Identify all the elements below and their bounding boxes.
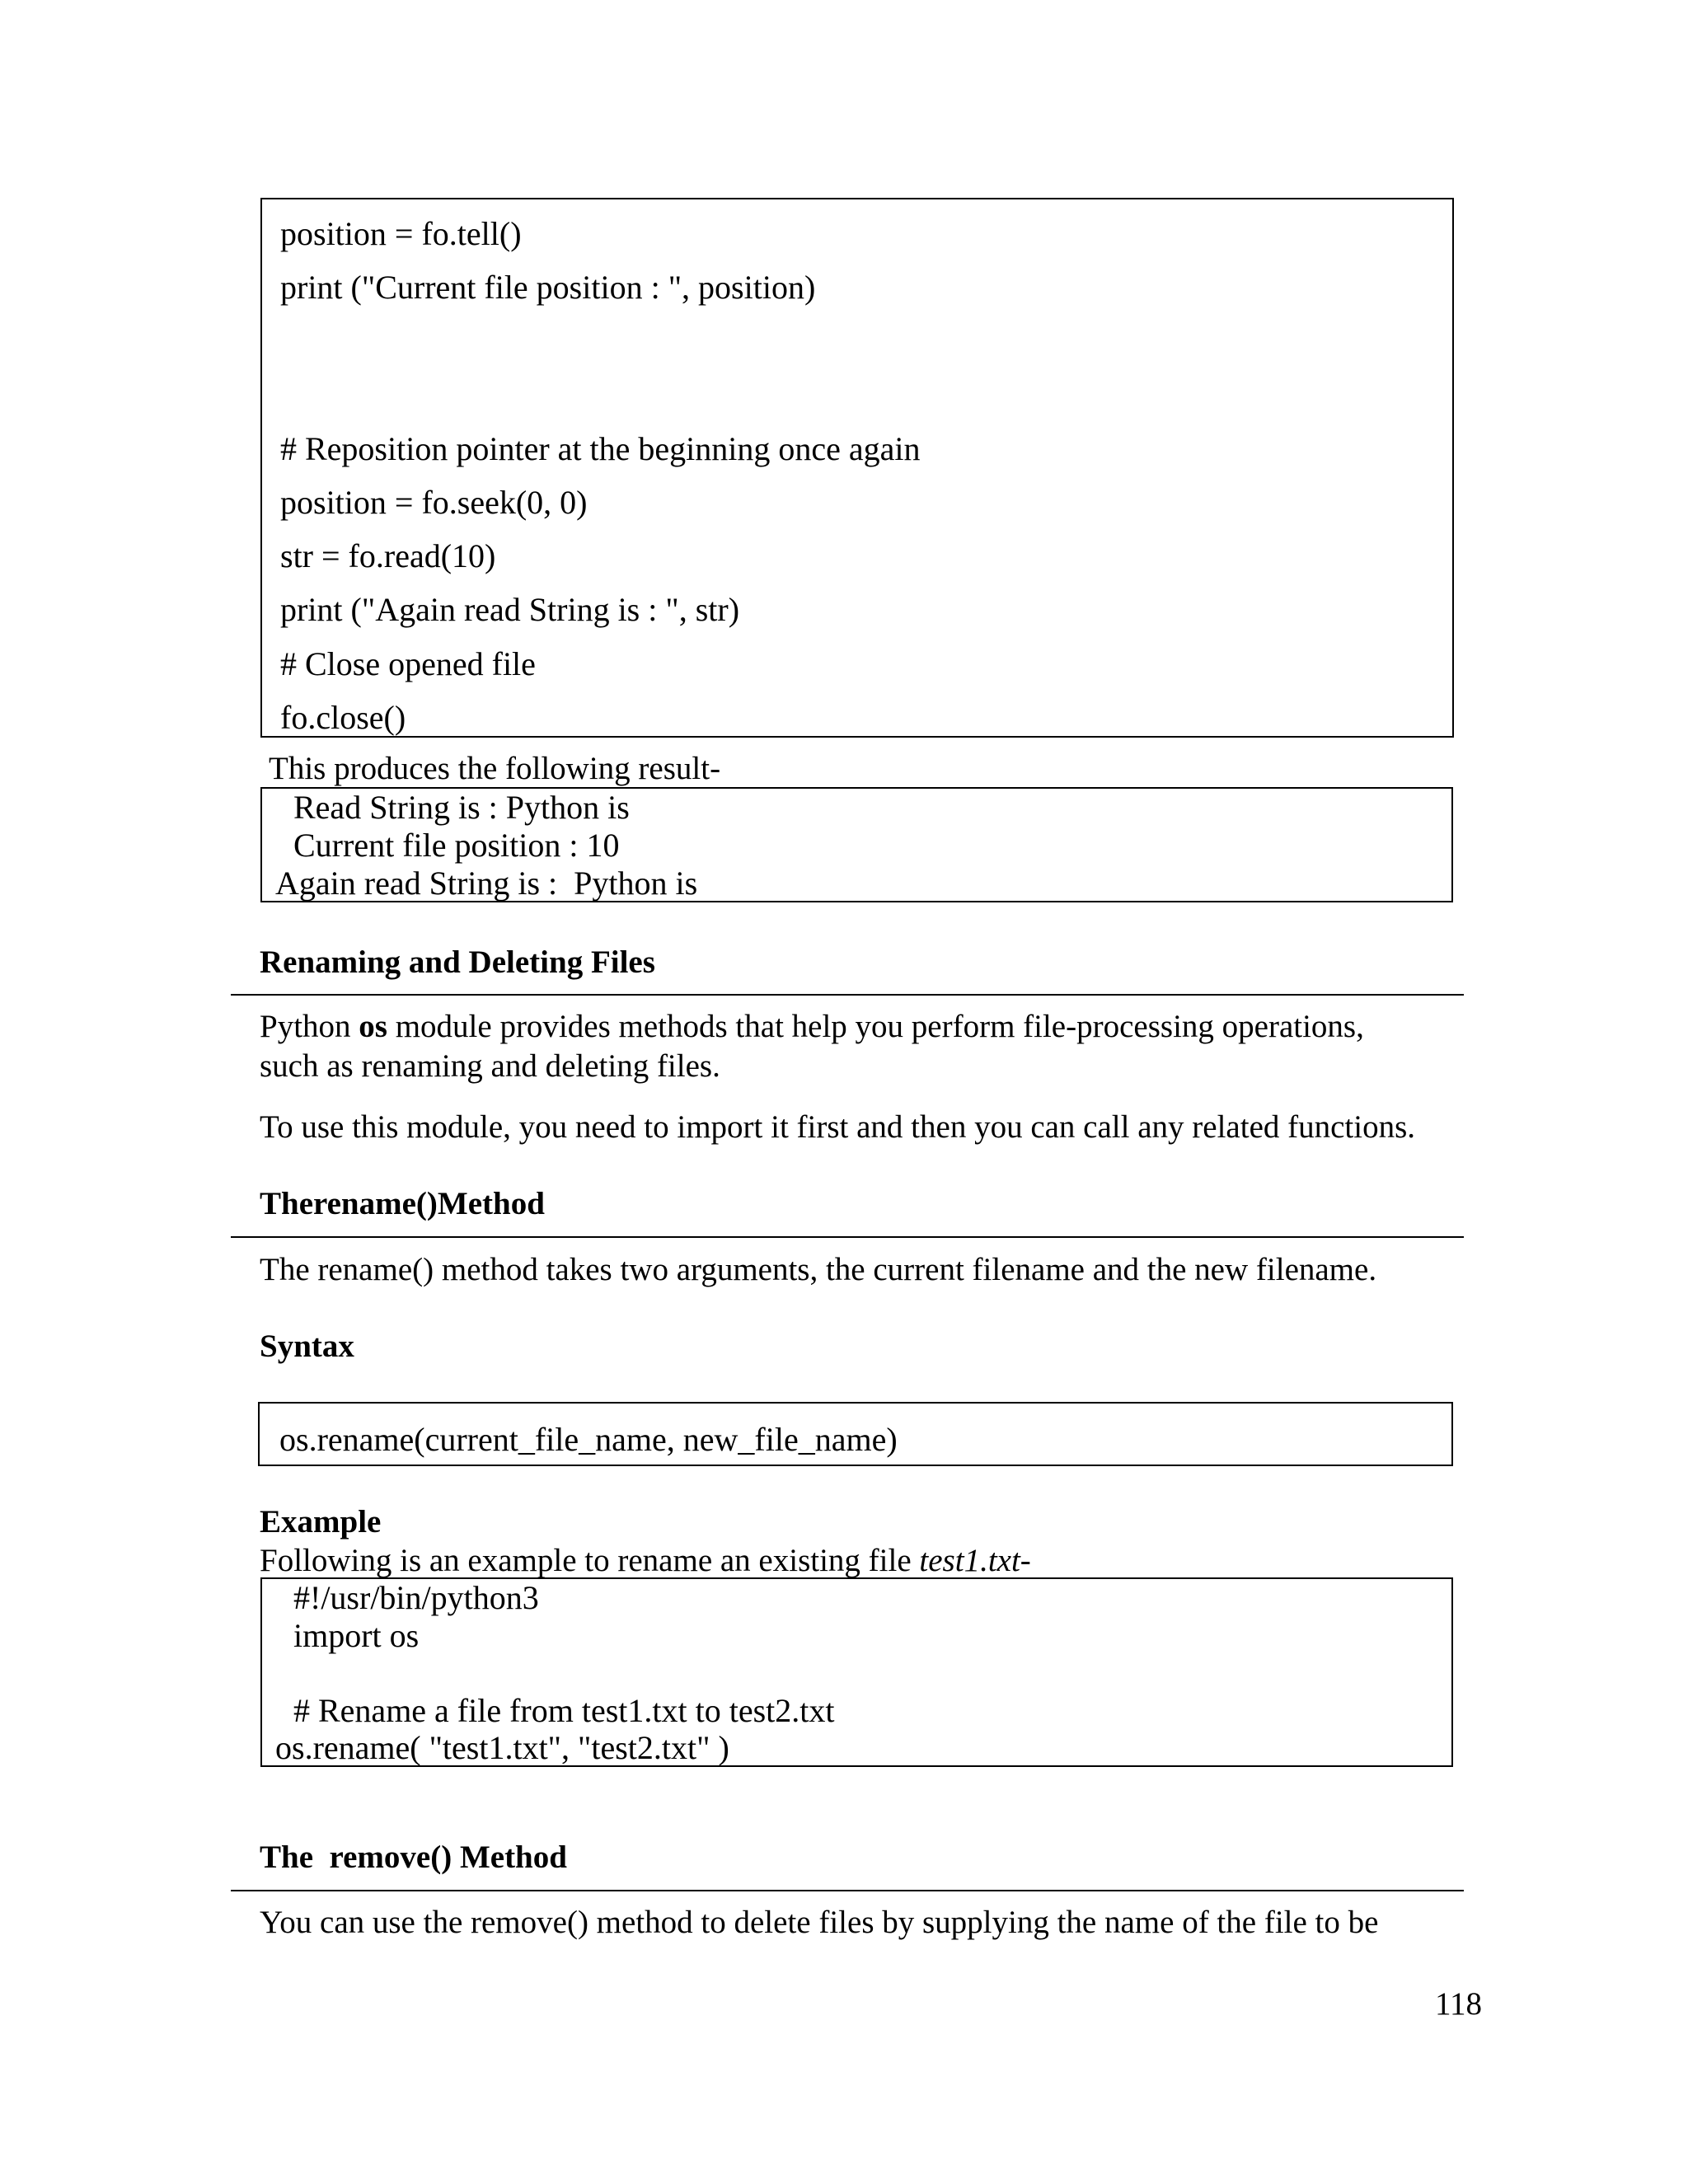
paragraph: To use this module, you need to import it first and then you can call any related functions. (260, 1109, 1416, 1145)
section-heading: Renaming and Deleting Files (260, 944, 655, 980)
section-divider (231, 1890, 1464, 1891)
paragraph-text: Python (260, 1009, 359, 1044)
page-number: 118 (1435, 1986, 1483, 2022)
paragraph (260, 1010, 1364, 1043)
example-intro (260, 1544, 1031, 1577)
code-line: # Close opened file (280, 645, 536, 682)
paragraph-text: module provides methods that help you perform file-processing operations, (387, 1009, 1364, 1044)
output-line: Read String is : Python is (293, 789, 630, 826)
subsection-heading: Example (260, 1504, 382, 1540)
section-divider (231, 1236, 1464, 1238)
os-module-name: os (359, 1009, 387, 1044)
paragraph: The rename() method takes two arguments, the current filename and the new filename. (260, 1252, 1377, 1287)
code-line: position = fo.seek(0, 0) (280, 484, 588, 521)
paragraph: You can use the remove() method to delete files by supplying the name of the file to be (260, 1905, 1379, 1940)
code-line: position = fo.tell() (280, 215, 522, 252)
output-line: Again read String is : Python is (275, 865, 698, 902)
section-heading: The remove() Method (260, 1840, 567, 1875)
code-line: fo.close() (280, 699, 406, 736)
output-line: Current file position : 10 (293, 827, 620, 864)
code-line: print ("Current file position : ", position) (280, 269, 816, 306)
code-line: # Rename a file from test1.txt to test2.txt (293, 1692, 835, 1729)
code-line: print ("Again read String is : ", str) (280, 591, 740, 628)
paragraph-text: Following is an example to rename an existing file (260, 1543, 920, 1578)
code-line: # Reposition pointer at the beginning once again (280, 430, 921, 467)
paragraph-line: such as renaming and deleting files. (260, 1048, 720, 1084)
code-line: import os (293, 1617, 420, 1654)
code-line: #!/usr/bin/python3 (293, 1579, 539, 1616)
result-intro: This produces the following result- (269, 751, 721, 786)
subsection-heading: Syntax (260, 1329, 354, 1364)
code-line: str = fo.read(10) (280, 537, 496, 574)
code-line: os.rename( "test1.txt", "test2.txt" ) (275, 1729, 729, 1766)
section-heading: Therename()Method (260, 1186, 545, 1221)
code-line: os.rename(current_file_name, new_file_name) (279, 1421, 898, 1458)
section-divider (231, 994, 1464, 996)
filename-text: test1.txt (919, 1543, 1020, 1578)
paragraph-text: - (1020, 1543, 1031, 1578)
